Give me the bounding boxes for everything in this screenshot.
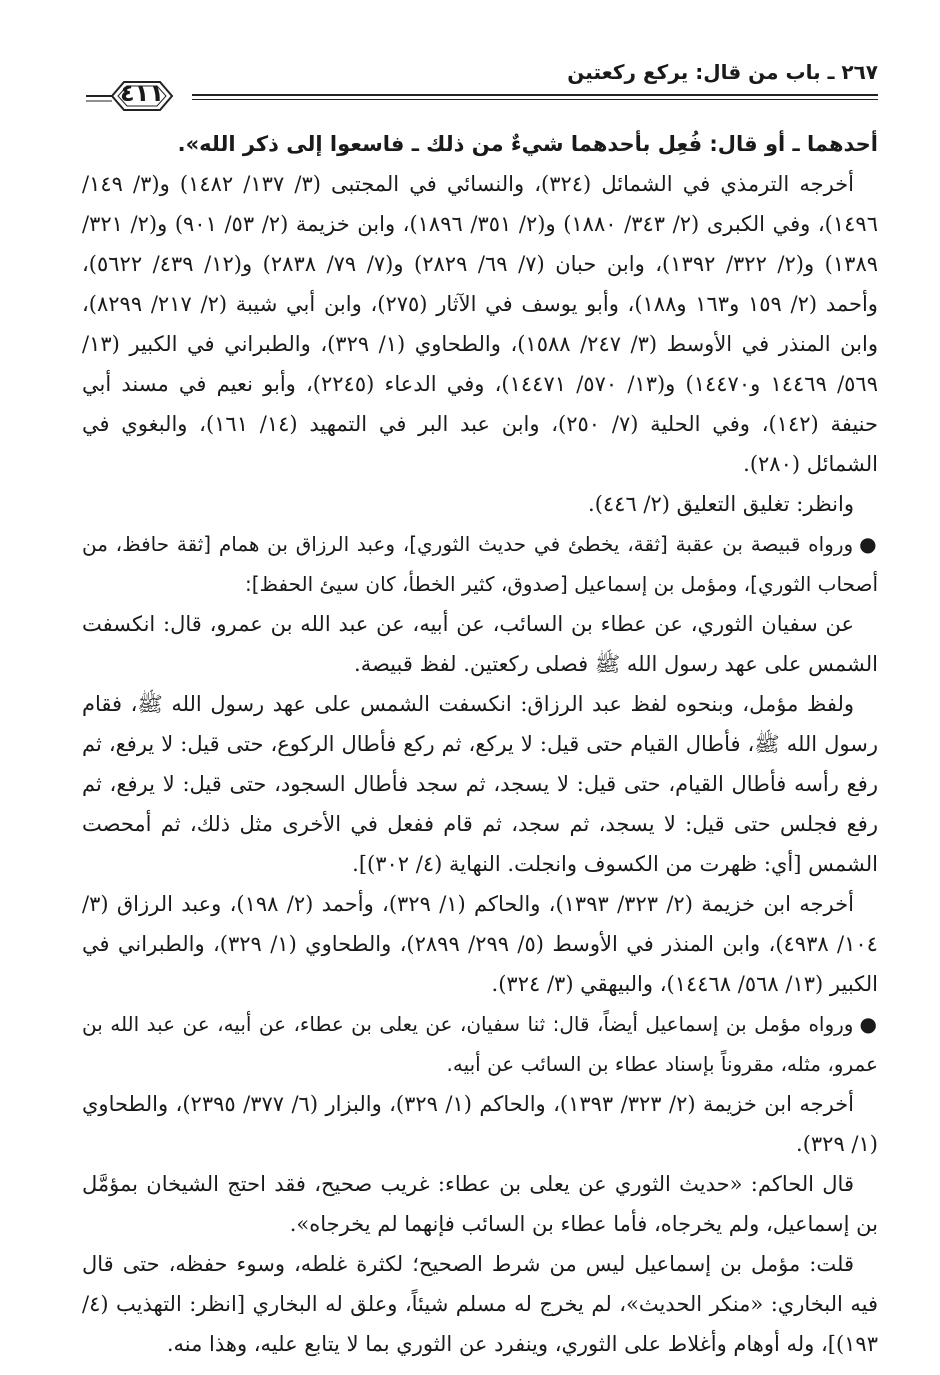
bullet-marker: ● xyxy=(859,532,878,556)
paragraph-text: عن سفيان الثوري، عن عطاء بن السائب، عن أبيه، عن عبد الله بن عمرو، قال: انكسفت الشمس على عهد رسول الله ﷺ فصلى ركعتين. لفظ قبيصة. xyxy=(82,612,878,676)
page-header xyxy=(82,52,878,124)
paragraph xyxy=(82,124,878,164)
paragraph-text: قلت: مؤمل بن إسماعيل ليس من شرط الصحيح؛ لكثرة غلطه، وسوء حفظه، حتى قال فيه البخاري: «منكر الحديث»، لم يخرج له مسلم شيئاً، وعلق له البخاري [انظر: التهذيب (٤/ ١٩٣)]، وله أوهام وأغلاط على الثوري، وينفرد عن الثوري بما لا يتابع عليه، وهذا منه. xyxy=(82,1252,878,1356)
paragraph-text: ورواه مؤمل بن إسماعيل أيضاً، قال: ثنا سفيان، عن يعلى بن عطاء، عن أبيه، عن عبد الله بن عمرو، مثله، مقروناً بإسناد عطاء بن السائب عن أبيه. xyxy=(82,1012,878,1076)
paragraph xyxy=(82,1164,878,1244)
header-rule-thin xyxy=(192,99,878,100)
paragraph xyxy=(82,604,878,684)
paragraph-text: قال الحاكم: «حديث الثوري عن يعلى بن عطاء: غريب صحيح، فقد احتج الشيخان بمؤمَّل بن إسماعيل، ولم يخرجاه، فأما عطاء بن السائب فإنهما لم يخرجاه». xyxy=(82,1172,878,1236)
page-body xyxy=(82,124,878,1364)
page-number-ornament xyxy=(82,76,202,116)
paragraph-text: أخرجه ابن خزيمة (٢/ ٣٢٣/ ١٣٩٣)، والحاكم (١/ ٣٢٩)، والبزار (٦/ ٣٧٧/ ٢٣٩٥)، والطحاوي (١/ ٣٢٩). xyxy=(82,1092,878,1156)
bullet-marker: ● xyxy=(859,1012,878,1036)
paragraph xyxy=(82,524,878,604)
paragraph-text: أخرجه ابن خزيمة (٢/ ٣٢٣/ ١٣٩٣)، والحاكم (١/ ٣٢٩)، وأحمد (٢/ ١٩٨)، وعبد الرزاق (٣/ ١٠٤/ ٤٩٣٨)، وابن المنذر في الأوسط (٥/ ٢٩٩/ ٢٨٩٩)، والطحاوي (١/ ٣٢٩)، والطبراني في الكبير (١٣/ ٥٦٨/ ١٤٤٦٨)، والبيهقي (٣/ ٣٢٤). xyxy=(82,892,878,996)
paragraph-text: أخرجه الترمذي في الشمائل (٣٢٤)، والنسائي في المجتبى (٣/ ١٣٧/ ١٤٨٢) و(٣/ ١٤٩/ ١٤٩٦)، وفي الكبرى (٢/ ٣٤٣/ ١٨٨٠) و(٢/ ٣٥١/ ١٨٩٦)، وابن خزيمة (٢/ ٥٣/ ٩٠١) و(٢/ ٣٢١/ ١٣٨٩) و(٢/ ٣٢٢/ ١٣٩٢)، وابن حبان (٧/ ٦٩/ ٢٨٢٩) و(٧/ ٧٩/ ٢٨٣٨) و(١٢/ ٤٣٩/ ٥٦٢٢)، وأحمد (٢/ ١٥٩ و١٦٣ و١٨٨)، وأبو يوسف في الآثار (٢٧٥)، وابن أبي شيبة (٢/ ٢١٧/ ٨٢٩٩)، وابن المنذر في الأوسط (٣/ ٢٤٧/ ١٥٨٨)، والطحاوي (١/ ٣٢٩)، والطبراني في الكبير (١٣/ ٥٦٩/ ١٤٤٦٩ و١٤٤٧٠) و(١٣/ ٥٧٠/ ١٤٤٧١)، وفي الدعاء (٢٢٤٥)، وأبو نعيم في مسند أبي حنيفة (١٤٢)، وفي الحلية (٧/ ٢٥٠)، وابن عبد البر في التمهيد (١٤/ ١٦١)، والبغوي في الشمائل (٢٨٠). xyxy=(82,172,879,476)
paragraph xyxy=(82,1244,878,1364)
chapter-running-title: ٢٦٧ ـ باب من قال: يركع ركعتين xyxy=(567,60,878,84)
paragraph xyxy=(82,1004,878,1084)
paragraph xyxy=(82,884,878,1004)
paragraph xyxy=(82,484,878,524)
paragraph-text: ولفظ مؤمل، وبنحوه لفظ عبد الرزاق: انكسفت الشمس على عهد رسول الله ﷺ، فقام رسول الله ﷺ، فأطال القيام حتى قيل: لا يركع، ثم ركع فأطال الركوع، حتى قيل: لا يرفع، ثم رفع رأسه فأطال القيام، حتى قيل: لا يسجد، ثم سجد فأطال السجود، حتى قيل: لا يرفع، ثم رفع فجلس حتى قيل: لا يسجد، ثم سجد، ثم قام ففعل في الأخرى مثل ذلك، ثم أمحصت الشمس [أي: ظهرت من الكسوف وانجلت. النهاية (٤/ ٣٠٢)]. xyxy=(82,692,878,876)
paragraph xyxy=(82,684,878,884)
paragraph-text: أحدهما ـ أو قال: فُعِل بأحدهما شيءٌ من ذلك ـ فاسعوا إلى ذكر الله». xyxy=(177,132,878,156)
paragraph xyxy=(82,1084,878,1164)
header-rule xyxy=(192,94,878,96)
page-number: ٤١١ xyxy=(120,79,164,107)
paragraph-text: وانظر: تغليق التعليق (٢/ ٤٤٦). xyxy=(588,492,854,516)
paragraph-text: ورواه قبيصة بن عقبة [ثقة، يخطئ في حديث الثوري]، وعبد الرزاق بن همام [ثقة حافظ، من أصحاب الثوري]، ومؤمل بن إسماعيل [صدوق، كثير الخطأ، كان سيئ الحفظ]: xyxy=(82,532,878,596)
paragraph xyxy=(82,164,878,484)
